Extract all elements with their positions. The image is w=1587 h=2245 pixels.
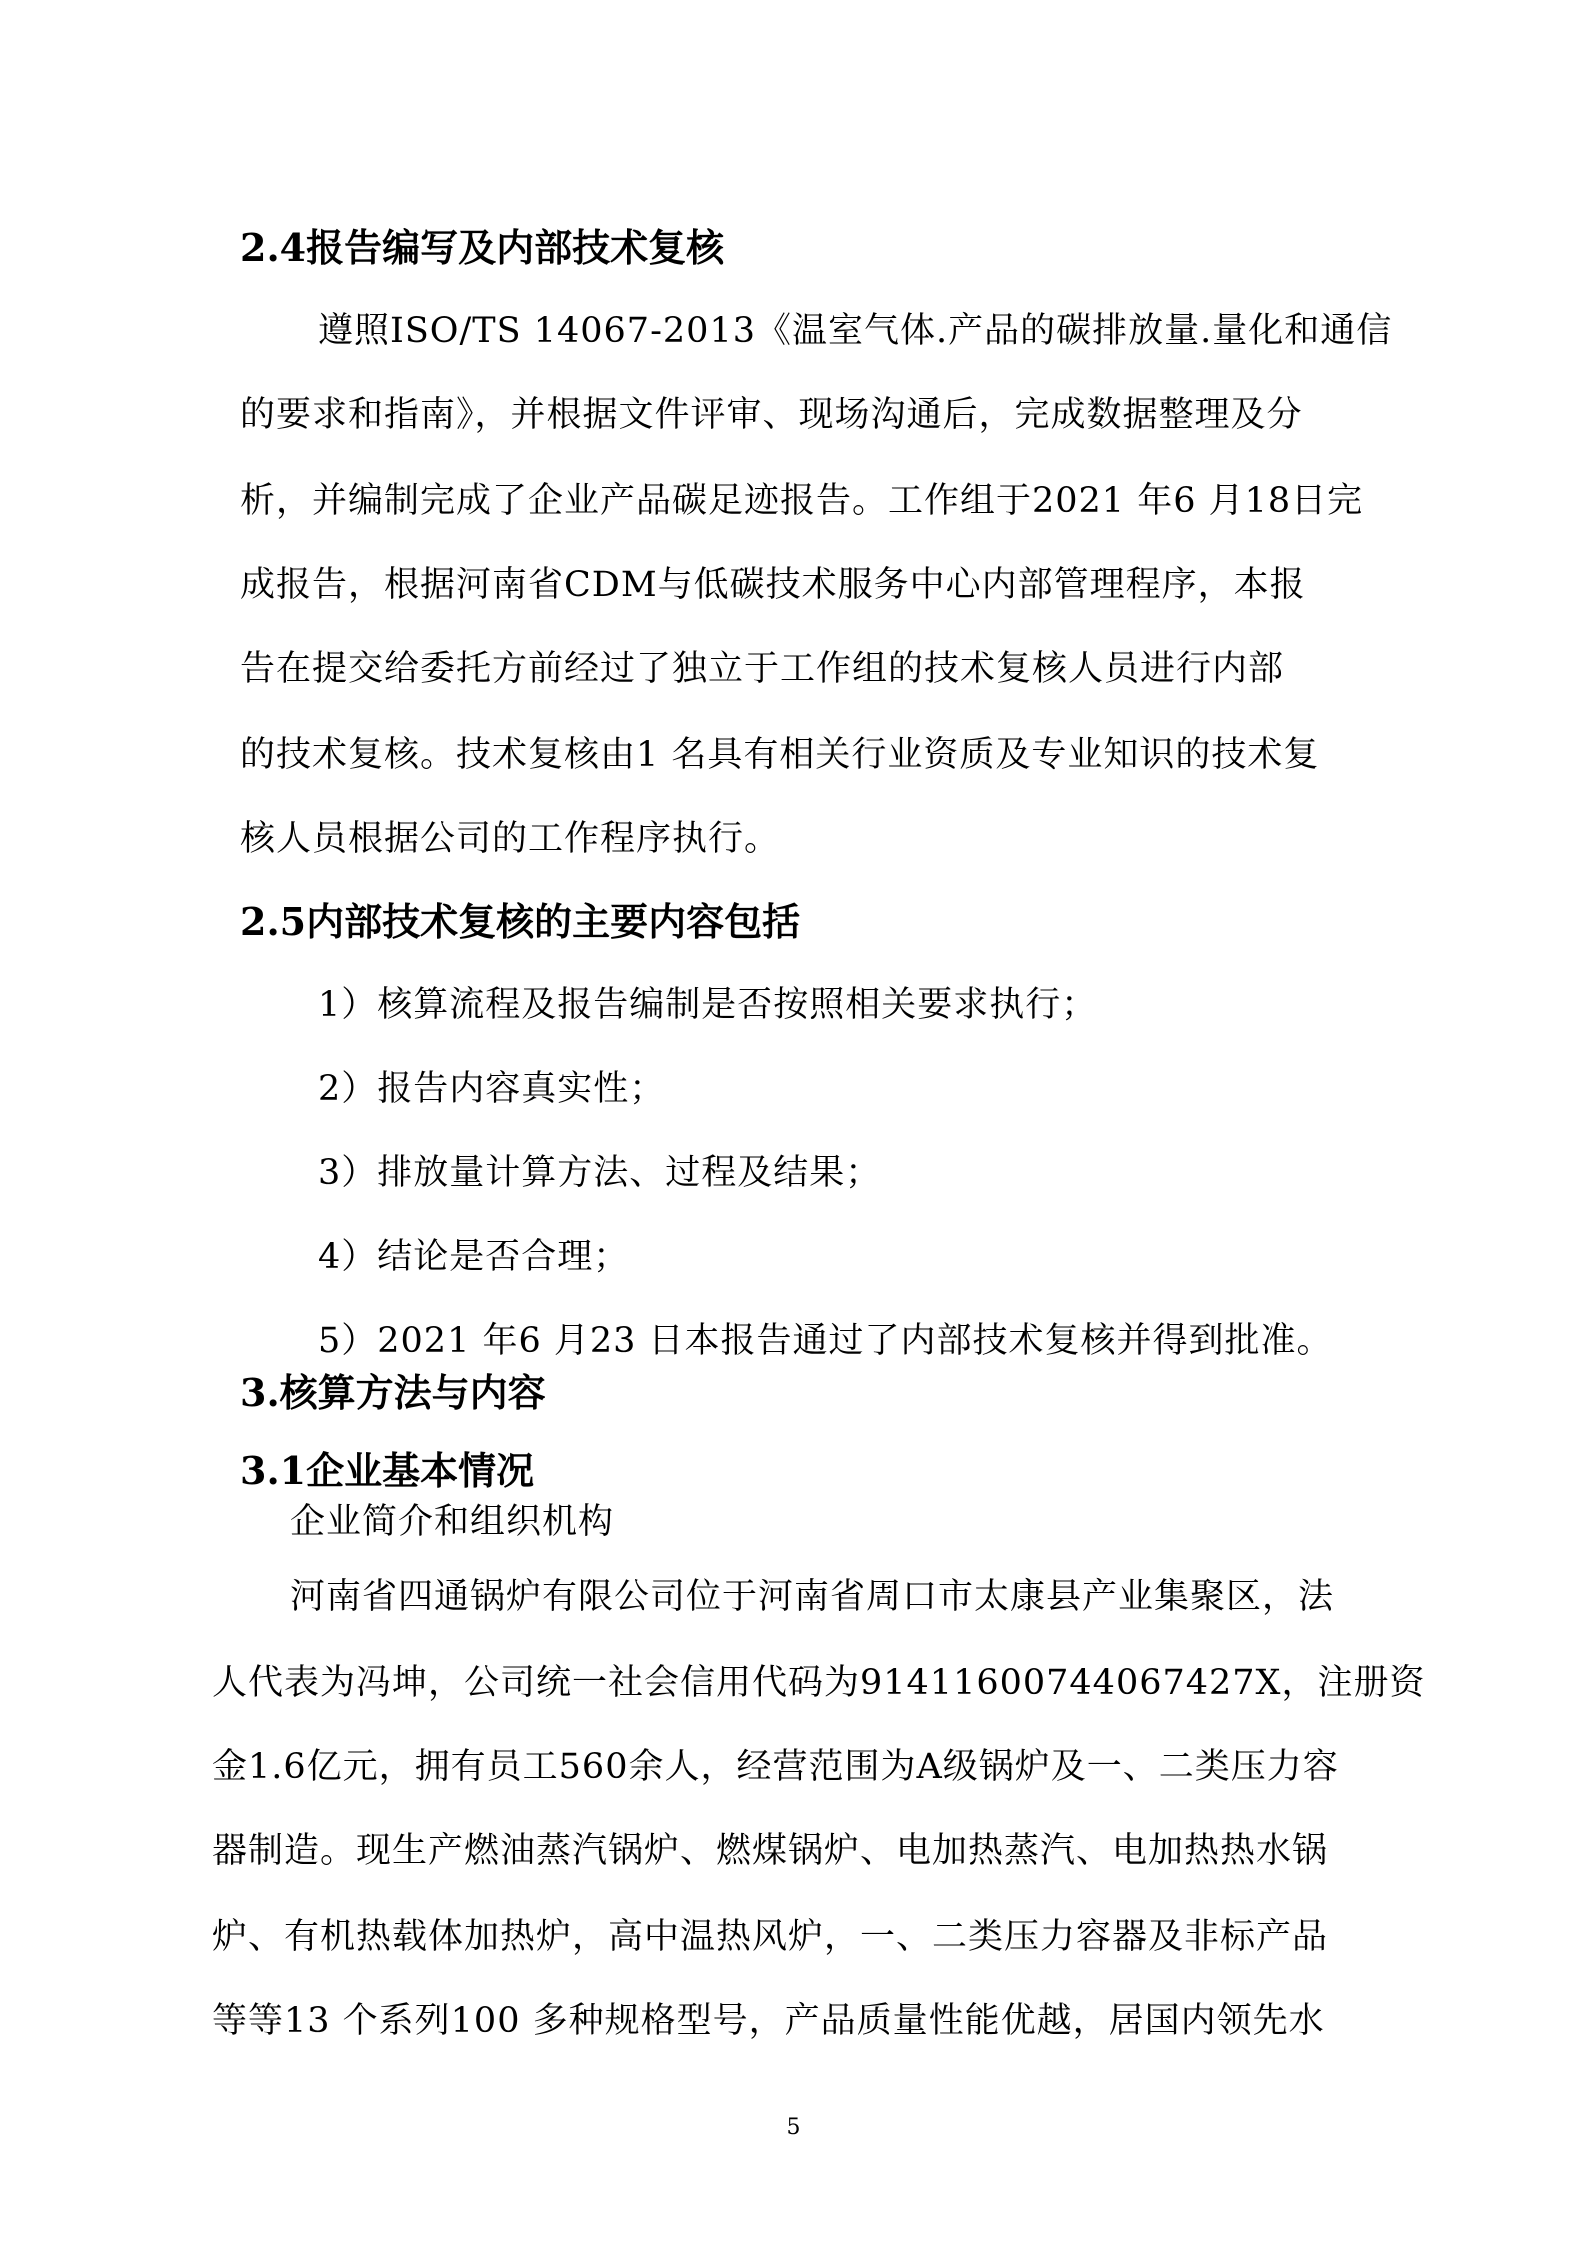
section-3-1-line-5: 炉、有机热载体加热炉，高中温热风炉，一、二类压力容器及非标产品 <box>212 1917 1329 1957</box>
review-item-4: 4）结论是否合理； <box>318 1237 630 1277</box>
section-3-1-line-4: 器制造。现生产燃油蒸汽锅炉、燃煤锅炉、电加热蒸汽、电加热热水锅 <box>212 1831 1329 1871</box>
review-item-5: 5）2021 年6 月23 日本报告通过了内部技术复核并得到批准。 <box>318 1321 1333 1361</box>
section-3-1-line-3: 金1.6亿元，拥有员工560余人，经营范围为A级锅炉及一、二类压力容 <box>212 1747 1339 1787</box>
section-2-4-line-3: 析，并编制完成了企业产品碳足迹报告。工作组于2021 年6 月18日完 <box>240 481 1364 521</box>
section-2-4-line-5: 告在提交给委托方前经过了独立于工作组的技术复核人员进行内部 <box>240 649 1285 689</box>
section-3-1-line-6: 等等13 个系列100 多种规格型号，产品质量性能优越，居国内领先水 <box>212 2001 1325 2041</box>
section-3-heading: 3.核算方法与内容 <box>240 1370 546 1415</box>
section-2-4-line-1: 遵照ISO/TS 14067-2013《温室气体.产品的碳排放量.量化和通信 <box>318 311 1393 351</box>
section-2-4-heading: 2.4报告编写及内部技术复核 <box>240 225 725 270</box>
review-item-1: 1）核算流程及报告编制是否按照相关要求执行； <box>318 985 1098 1025</box>
section-2-4-line-7: 核人员根据公司的工作程序执行。 <box>240 819 781 859</box>
section-2-4-line-6: 的技术复核。技术复核由1 名具有相关行业资质及专业知识的技术复 <box>240 735 1320 775</box>
section-2-5-heading: 2.5内部技术复核的主要内容包括 <box>240 899 801 944</box>
section-3-1-heading: 3.1企业基本情况 <box>240 1448 535 1493</box>
section-3-1-subheading: 企业简介和组织机构 <box>290 1502 615 1542</box>
page-number: 5 <box>786 2115 801 2140</box>
section-3-1-line-1: 河南省四通锅炉有限公司位于河南省周口市太康县产业集聚区，法 <box>290 1577 1335 1617</box>
section-3-1-line-2: 人代表为冯坤，公司统一社会信用代码为91411600744067427X，注册资 <box>212 1663 1426 1703</box>
review-item-2: 2）报告内容真实性； <box>318 1069 666 1109</box>
section-2-4-line-4: 成报告，根据河南省CDM与低碳技术服务中心内部管理程序，本报 <box>240 565 1306 605</box>
review-item-3: 3）排放量计算方法、过程及结果； <box>318 1153 882 1193</box>
section-2-4-line-2: 的要求和指南》，并根据文件评审、现场沟通后，完成数据整理及分 <box>240 395 1303 435</box>
